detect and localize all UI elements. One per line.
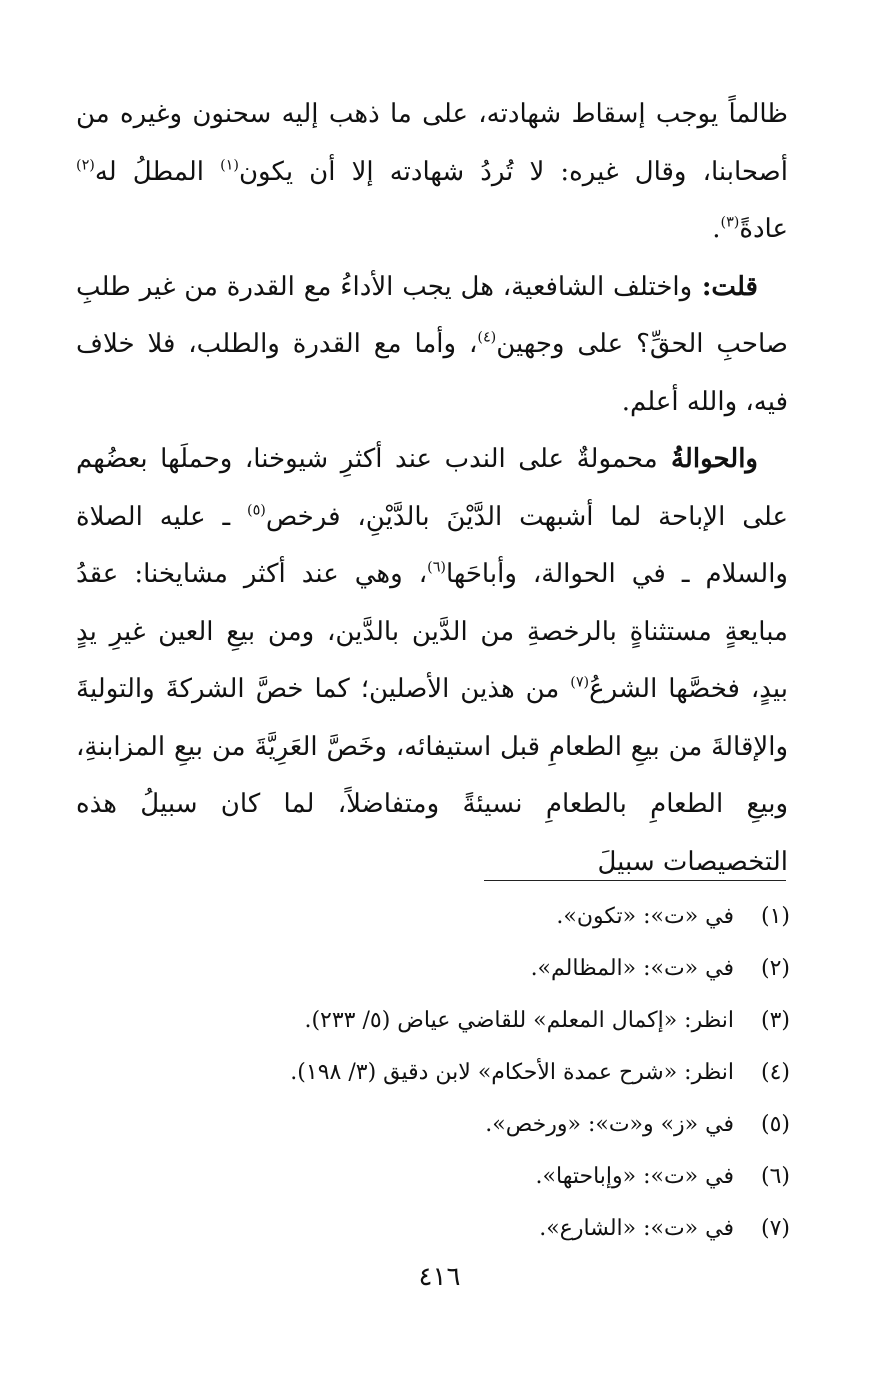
text-segment: ، وأما مع القدرة والطلب، فلا خلاف فيه، والله أعلم. [76, 329, 788, 417]
text-segment: ـ عليه الصلاة والسلام ـ في الحوالة، وأباحَها [76, 501, 788, 589]
footnote-text: في «ت»: «المظالم». [530, 956, 734, 981]
bold-lead-term: والحوالةُ [657, 444, 758, 474]
footnote-marker: (٥) [246, 501, 266, 518]
footnote-item [100, 1157, 790, 1209]
footnote-item [100, 1209, 790, 1261]
paragraph [76, 86, 788, 259]
main-text [76, 86, 788, 891]
text-segment: من هذين الأصلين؛ كما خصَّ الشركةَ والتوليةَ والإقالةَ من بيعِ الطعامِ قبل استيفائه، وخَصَّ العَرِيَّةَ من بيعِ المزابنةِ، وبيعِ الطعامِ بالطعامِ نسيئةً ومتفاضلاً، لما كان سبيلُ هذه التخصيصات سبيلَ [76, 674, 788, 877]
footnote-text: في «ت»: «وإباحتها». [535, 1164, 734, 1189]
footnote-item [100, 1001, 790, 1053]
footnote-text: انظر: «شرح عمدة الأحكام» لابن دقيق (٣/ ١٩٨). [290, 1060, 734, 1085]
footnote-number: (١) [760, 904, 790, 929]
footnotes [100, 897, 790, 1261]
footnote-item [100, 897, 790, 949]
text-segment: . [712, 214, 721, 244]
footnote-number: (٧) [760, 1216, 790, 1241]
footnote-text: في «ت»: «الشارع». [539, 1216, 734, 1241]
bold-lead-term: قلت: [692, 271, 758, 302]
text-segment: ، وهي عند أكثر مشايخنا: عقدُ مبايعةٍ مستثناةٍ بالرخصةِ من الدَّين بالدَّين، ومن بيعِ العين غيرِ يدٍ بيدٍ، فخصَّها الشرعُ [76, 559, 788, 704]
footnote-marker: (١) [220, 156, 239, 173]
paragraph [76, 431, 788, 891]
footnote-item [100, 1105, 790, 1157]
footnote-marker: (٢) [76, 156, 95, 173]
footnote-marker: (٤) [477, 329, 497, 346]
text-segment: محمولةٌ على الندب عند أكثرِ شيوخنا، وحملَها بعضُهم على الإباحة لما أشبهت الدَّيْنَ بالدَّيْنِ، فرخص [76, 444, 788, 532]
footnote-text: في «ز» و«ت»: «ورخص». [485, 1112, 734, 1137]
paragraph [76, 259, 788, 432]
page-number: ٤١٦ [418, 1262, 461, 1292]
footnote-number: (٥) [760, 1112, 790, 1137]
footnote-item [100, 1053, 790, 1105]
footnote-marker: (٧) [570, 674, 590, 691]
footnote-item [100, 949, 790, 1001]
footnote-marker: (٣) [720, 214, 740, 231]
text-segment: المطلُ له [94, 156, 221, 187]
text-segment: عادةً [739, 214, 788, 244]
footnote-text: في «ت»: «تكون». [556, 904, 734, 929]
footnote-number: (٣) [760, 1008, 790, 1033]
footnote-number: (٦) [760, 1164, 790, 1189]
footnote-text: انظر: «إكمال المعلم» للقاضي عياض (٥/ ٢٣٣). [304, 1008, 734, 1033]
text-segment: واختلف الشافعية، هل يجب الأداءُ مع القدرة من غير طلبِ صاحبِ الحقِّ؟ على وجهين [76, 271, 788, 359]
text-segment: ظالماً يوجب إسقاط شهادته، على ما ذهب إليه سحنون وغيره من أصحابنا، وقال غيره: لا تُردُ شهادته إلا أن يكون [76, 99, 788, 187]
footnote-marker: (٦) [427, 559, 446, 576]
footnote-divider [484, 880, 786, 881]
footnote-number: (٢) [760, 956, 790, 981]
footnote-number: (٤) [760, 1060, 790, 1085]
